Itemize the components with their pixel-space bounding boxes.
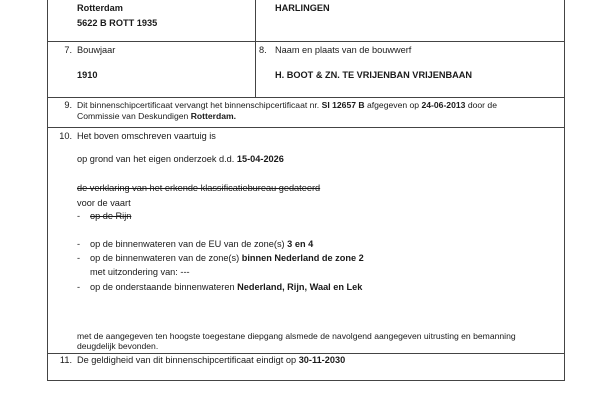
row-10-number: 10. <box>59 131 72 141</box>
row-9-number: 9. <box>64 100 72 110</box>
struck-rijn-item: op de Rijn <box>90 211 132 221</box>
registration-number: 5622 B ROTT 1935 <box>77 18 158 28</box>
voor-de-vaart: voor de vaart <box>77 198 131 208</box>
row-8-number: 8. <box>259 45 267 55</box>
row-9-line1 <box>77 100 497 111</box>
row-divider <box>47 353 564 354</box>
eu-zones-item <box>90 239 313 250</box>
waters-text: op de onderstaande binnenwateren <box>90 282 235 292</box>
inspection-line <box>77 154 284 165</box>
dash-marker: - <box>77 282 81 292</box>
shipyard-place: HARLINGEN <box>275 3 330 13</box>
eu-zones-text: op de binnenwateren van de EU van de zone(s) <box>90 239 285 249</box>
validity-text: De geldigheid van dit binnenschipcertificaat eindigt op <box>77 355 297 365</box>
previous-certificate-date: 24-06-2013 <box>421 100 466 110</box>
nl-zones-value: binnen Nederland de zone 2 <box>241 253 364 263</box>
row-divider <box>47 97 564 98</box>
row-9-text: afgegeven op <box>366 100 420 110</box>
row-8-label: Naam en plaats van de bouwwerf <box>275 45 412 55</box>
column-divider <box>255 0 256 97</box>
row-divider <box>47 41 564 42</box>
closing-line-1: met de aangegeven ten hoogste toegestane diepgang alsmede de navolgend aangegeven uitrusting en bemanning <box>77 331 516 341</box>
validity-end-date: 30-11-2030 <box>298 355 346 365</box>
row-10-intro: Het boven omschreven vaartuig is <box>77 131 216 141</box>
waters-item <box>90 282 362 293</box>
row-11-number: 11. <box>59 355 72 365</box>
eu-zones-value: 3 en 4 <box>287 239 314 249</box>
validity-line <box>77 355 345 366</box>
dash-marker: - <box>77 253 81 263</box>
dash-marker: - <box>77 211 81 221</box>
previous-certificate-number: SI 12657 B <box>321 100 365 110</box>
commission-place: Rotterdam. <box>190 111 237 121</box>
dash-marker: - <box>77 239 81 249</box>
exceptions-line: met uitzondering van: --- <box>90 267 190 277</box>
row-8-value: H. BOOT & ZN. TE VRIJENBAN VRIJENBAAN <box>275 70 473 80</box>
row-9-line2 <box>77 111 236 122</box>
row-7-label: Bouwjaar <box>77 45 116 55</box>
row-7-value: 1910 <box>77 70 98 80</box>
row-divider <box>47 127 564 128</box>
home-port: Rotterdam <box>77 3 123 13</box>
nl-zones-item <box>90 253 364 264</box>
closing-line-2: deugdelijk bevonden. <box>77 341 159 351</box>
row-9-text: Dit binnenschipcertificaat vervangt het binnenschipcertificaat nr. <box>77 100 320 110</box>
nl-zones-text: op de binnenwateren van de zone(s) <box>90 253 240 263</box>
row-7-number: 7. <box>64 45 72 55</box>
struck-classification-statement: de verklaring van het erkende klassificatiebureau gedateerd <box>77 183 321 193</box>
inspection-text: op grond van het eigen onderzoek d.d. <box>77 154 235 164</box>
inspection-date: 15-04-2026 <box>236 154 284 164</box>
row-9-text: door de <box>467 100 497 110</box>
row-9-text: Commissie van Deskundigen <box>77 111 189 121</box>
waters-list: Nederland, Rijn, Waal en Lek <box>237 282 363 292</box>
